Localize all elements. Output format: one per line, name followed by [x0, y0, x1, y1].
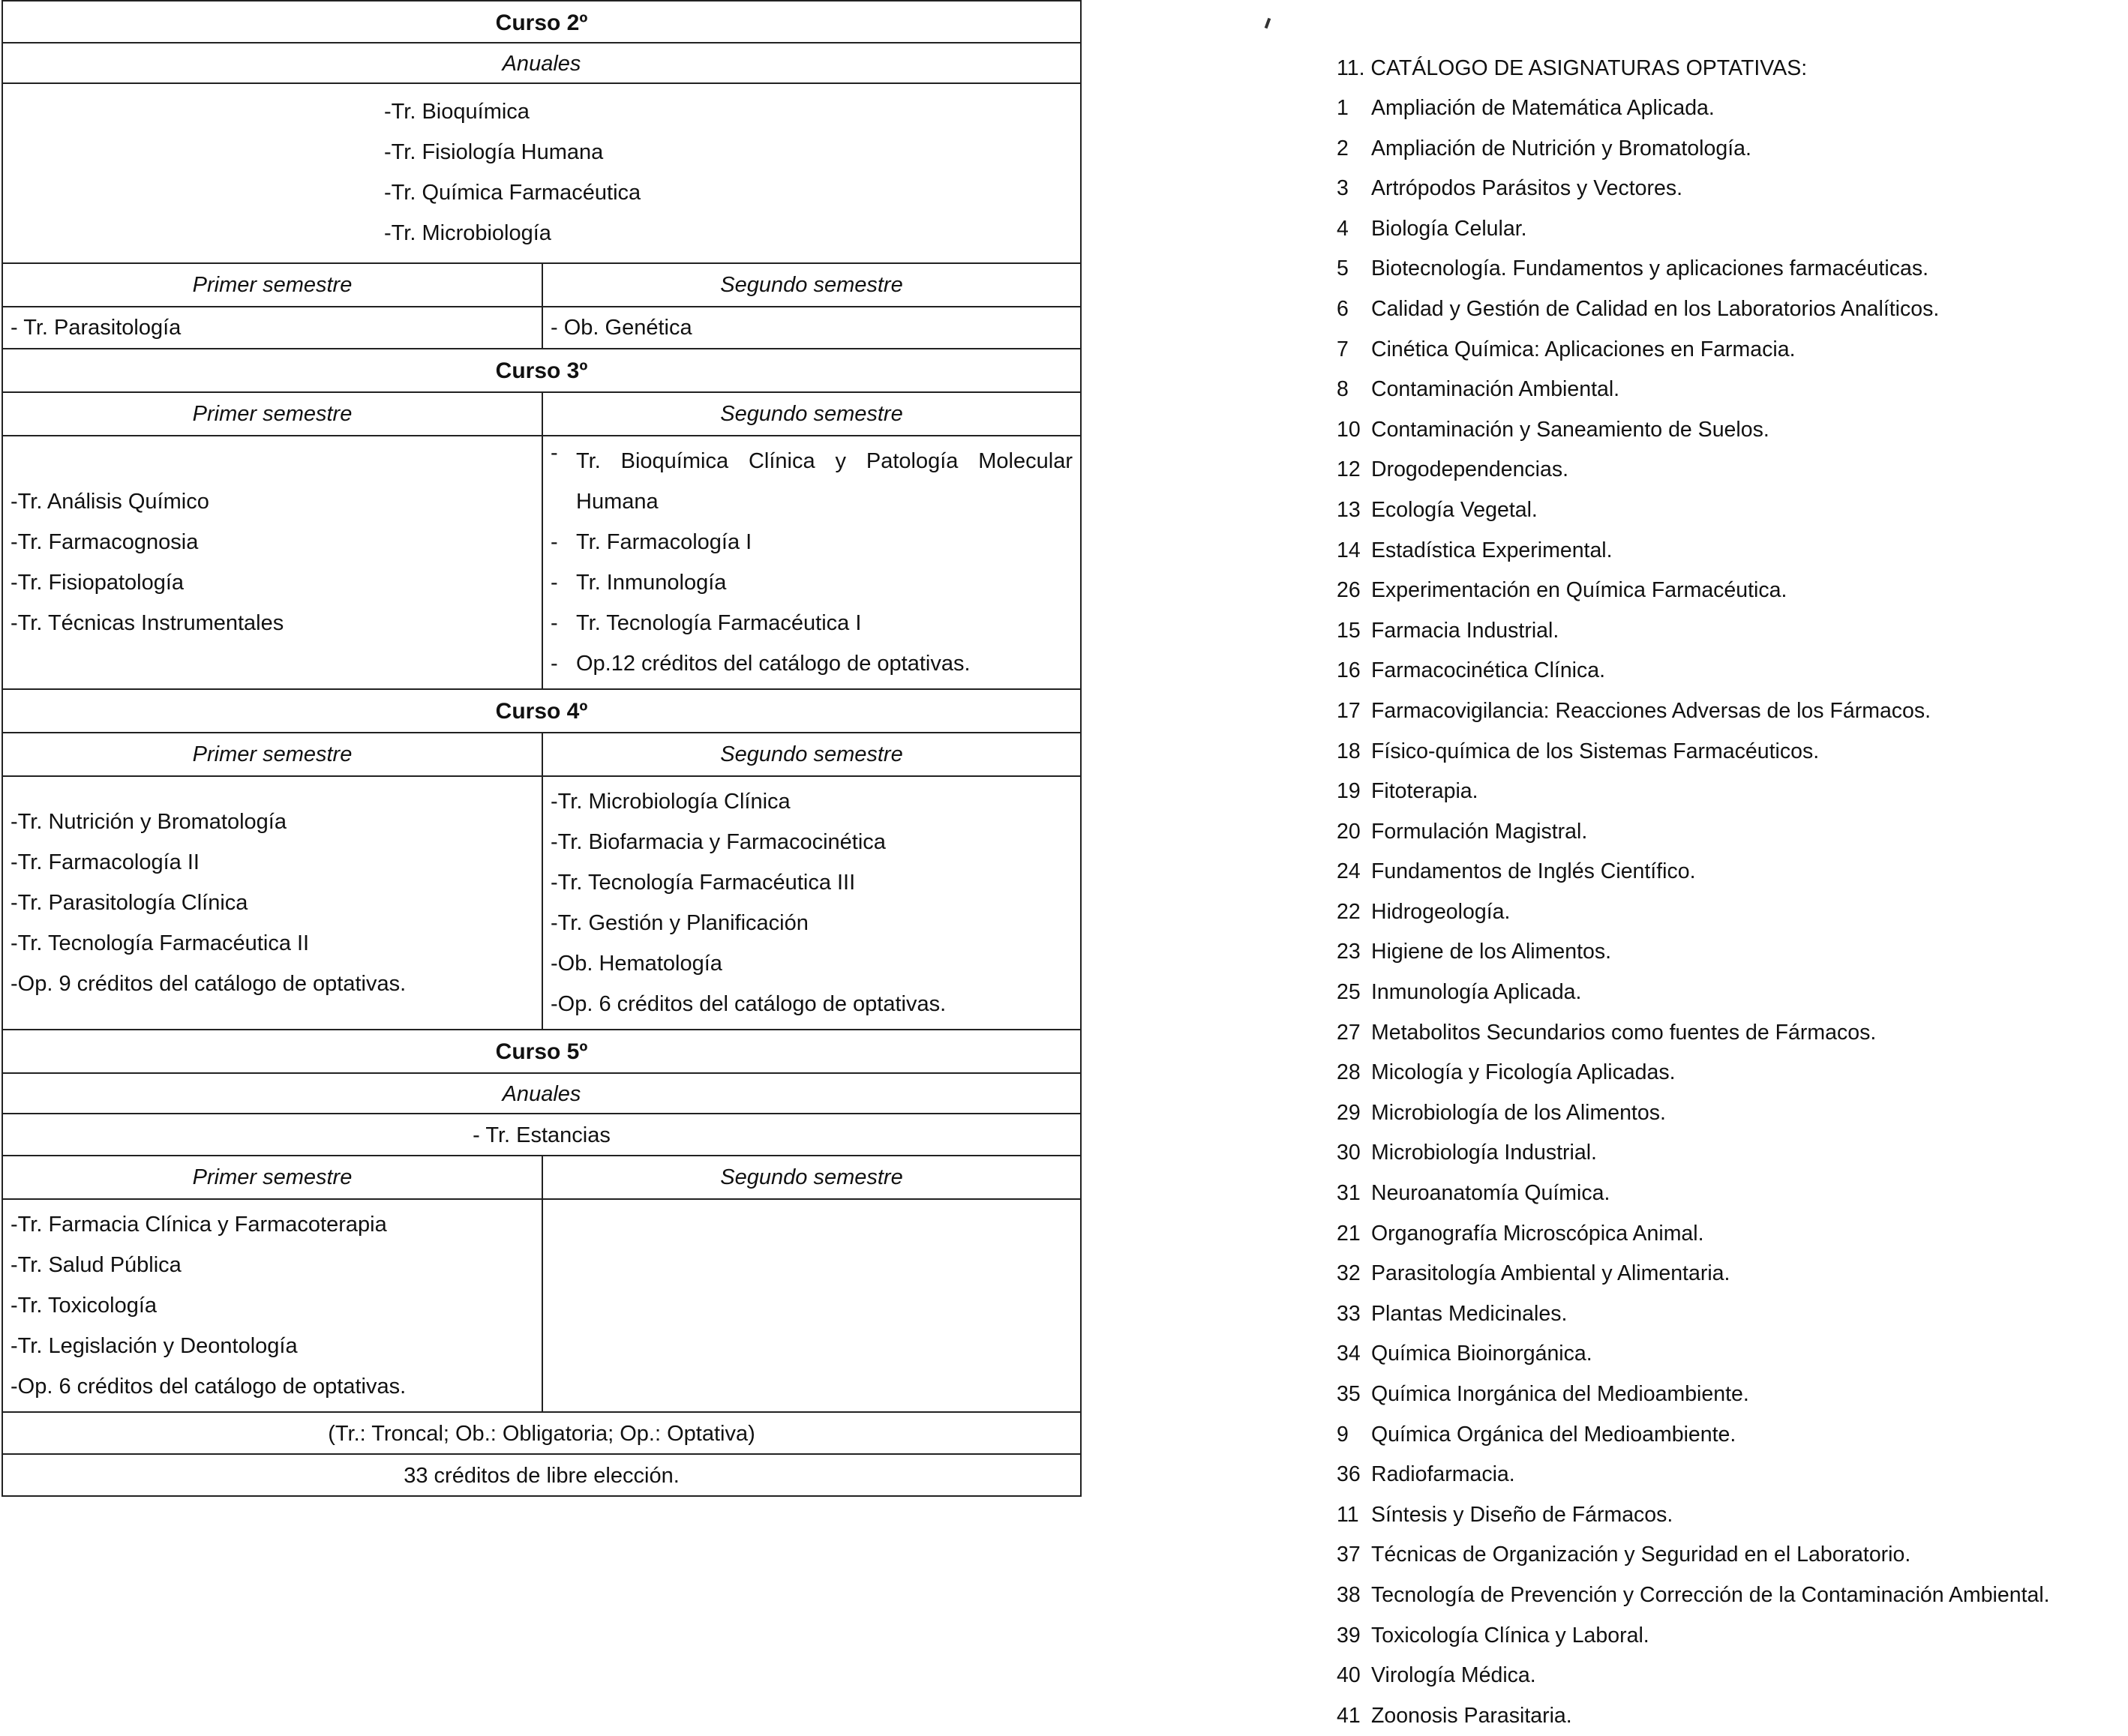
list-item — [1337, 169, 2050, 209]
item-number: 18 — [1337, 739, 1361, 763]
item-name: Zoonosis Parasitaria. — [1371, 1703, 1572, 1728]
list-item — [1337, 1375, 2050, 1415]
item-name: Ampliación de Nutrición y Bromatología. — [1371, 136, 1751, 160]
list-item: - Tr. Inmunología — [551, 571, 727, 595]
item-number: 22 — [1337, 899, 1361, 924]
curso2-anuales-label: Anuales — [2, 43, 1082, 84]
item-name: Química Orgánica del Medioambiente. — [1371, 1422, 1736, 1447]
list-item: -Tr. Farmacia Clínica y Farmacoterapia — [11, 1213, 387, 1237]
curso5-semester-subjects — [2, 1200, 1082, 1413]
item-name: Tecnología de Prevención y Corrección de la Contaminación Ambiental. — [1371, 1582, 2050, 1607]
item-name: Hidrogeología. — [1371, 899, 1511, 924]
list-item — [1337, 1455, 2050, 1495]
item-number: 11 — [1337, 1502, 1359, 1527]
item-name: Experimentación en Química Farmacéutica. — [1371, 578, 1787, 603]
curso3-segundo-list — [543, 436, 1080, 688]
item-number: 37 — [1337, 1543, 1361, 1567]
list-item: - Tr. Farmacología I — [551, 530, 752, 554]
list-item: -Tr. Farmacología II — [11, 850, 200, 874]
primer-semestre-label: Primer semestre — [3, 1156, 543, 1198]
list-item — [1337, 852, 2050, 892]
item-number: 7 — [1337, 337, 1349, 361]
curso3-primer-list — [3, 436, 543, 688]
study-plan-table — [2, 0, 1082, 1497]
item-name: Química Bioinorgánica. — [1371, 1342, 1592, 1366]
item-name: Neuroanatomía Química. — [1371, 1181, 1610, 1206]
list-item: -Op. 6 créditos del catálogo de optativas. — [11, 1375, 407, 1399]
item-name: Artrópodos Parásitos y Vectores. — [1371, 176, 1683, 201]
list-item — [1337, 1254, 2050, 1294]
list-item — [1337, 1576, 2050, 1616]
list-item: -Tr. Gestión y Planificación — [551, 911, 809, 935]
list-item — [1337, 88, 2050, 129]
segundo-semestre-label: Segundo semestre — [720, 1165, 903, 1189]
curso4-primer-list — [3, 777, 543, 1029]
item-name: Inmunología Aplicada. — [1371, 980, 1582, 1005]
item-number: 29 — [1337, 1100, 1361, 1125]
item-number: 3 — [1337, 176, 1349, 201]
list-item — [1337, 330, 2050, 370]
curso4-semester-subjects — [2, 777, 1082, 1030]
list-item: -Tr. Biofarmacia y Farmacocinética — [551, 830, 886, 854]
item-number: 17 — [1337, 698, 1361, 723]
legend: (Tr.: Troncal; Ob.: Obligatoria; Op.: Optativa) — [2, 1413, 1082, 1455]
segundo-semestre-label: Segundo semestre — [720, 402, 903, 426]
item-number: 27 — [1337, 1020, 1361, 1045]
curso5-anual-subject: - Tr. Estancias — [2, 1114, 1082, 1156]
list-item: -Tr. Nutrición y Bromatología — [11, 810, 287, 834]
list-item — [1337, 289, 2050, 330]
list-item: -Tr. Química Farmacéutica — [384, 181, 641, 205]
curso5-title: Curso 5º — [2, 1030, 1082, 1074]
item-number: 6 — [1337, 296, 1349, 321]
item-name: Biotecnología. Fundamentos y aplicaciones farmacéuticas. — [1371, 256, 1928, 281]
item-name: Plantas Medicinales. — [1371, 1301, 1568, 1326]
segundo-semestre-label: Segundo semestre — [720, 273, 903, 297]
item-name: Organografía Microscópica Animal. — [1371, 1221, 1704, 1246]
list-item: - Op.12 créditos del catálogo de optativas. — [551, 652, 971, 676]
list-item — [1337, 973, 2050, 1013]
list-item — [1337, 450, 2050, 490]
item-number: 26 — [1337, 578, 1361, 603]
curso2-semester-subjects — [2, 307, 1082, 349]
item-name: Parasitología Ambiental y Alimentaria. — [1371, 1261, 1730, 1286]
list-item: -Tr. Salud Pública — [11, 1253, 182, 1277]
list-item — [1337, 1053, 2050, 1093]
item-number: 15 — [1337, 618, 1361, 643]
item-name: Metabolitos Secundarios como fuentes de Fármacos. — [1371, 1020, 1877, 1045]
item-number: 16 — [1337, 658, 1361, 683]
item-name: Higiene de los Alimentos. — [1371, 940, 1612, 964]
list-item — [1337, 1656, 2050, 1696]
item-name: Toxicología Clínica y Laboral. — [1371, 1623, 1649, 1648]
item-name: Contaminación y Saneamiento de Suelos. — [1371, 417, 1769, 442]
item-number: 36 — [1337, 1462, 1361, 1487]
item-number: 35 — [1337, 1382, 1361, 1406]
curso2-semester-headers — [2, 264, 1082, 307]
item-name: Farmacia Industrial. — [1371, 618, 1559, 643]
curso3-semester-headers — [2, 393, 1082, 436]
curso2-title: Curso 2º — [2, 0, 1082, 43]
item-number: 24 — [1337, 859, 1361, 884]
curso5-segundo-empty — [543, 1200, 1080, 1411]
list-item — [1337, 1495, 2050, 1536]
list-item: -Tr. Análisis Químico — [11, 490, 209, 514]
item-number: 30 — [1337, 1141, 1361, 1165]
optional-subjects-catalog — [1337, 48, 2050, 1736]
list-item: -Tr. Bioquímica — [384, 100, 530, 124]
list-item: -Tr. Técnicas Instrumentales — [11, 611, 284, 635]
item-name: Físico-química de los Sistemas Farmacéuticos. — [1371, 739, 1820, 763]
item-name: Fitoterapia. — [1371, 779, 1478, 804]
item-number: 31 — [1337, 1181, 1361, 1206]
item-number: 40 — [1337, 1663, 1361, 1688]
item-name: Síntesis y Diseño de Fármacos. — [1371, 1502, 1673, 1527]
item-number: 8 — [1337, 377, 1349, 402]
item-name: Ampliación de Matemática Aplicada. — [1371, 96, 1715, 120]
catalog-list — [1337, 88, 2050, 1736]
item-name: Contaminación Ambiental. — [1371, 377, 1620, 402]
item-name: Técnicas de Organización y Seguridad en el Laboratorio. — [1371, 1543, 1911, 1567]
curso2-anuales-list — [2, 84, 1082, 264]
item-number: 34 — [1337, 1342, 1361, 1366]
list-item — [1337, 892, 2050, 933]
list-item — [1337, 129, 2050, 169]
list-item — [1337, 611, 2050, 652]
list-item — [1337, 1133, 2050, 1174]
list-item: - Ob. Genética — [551, 316, 692, 340]
primer-semestre-label: Primer semestre — [3, 264, 543, 306]
primer-semestre-label: Primer semestre — [3, 733, 543, 775]
curso5-primer-list — [3, 1200, 543, 1411]
item-number: 13 — [1337, 497, 1361, 522]
item-number: 10 — [1337, 417, 1361, 442]
list-item — [1337, 531, 2050, 571]
list-item — [1337, 812, 2050, 853]
curso3-title: Curso 3º — [2, 349, 1082, 393]
item-number: 4 — [1337, 216, 1349, 241]
curso5-anuales-label: Anuales — [2, 1074, 1082, 1114]
item-name: Microbiología Industrial. — [1371, 1141, 1597, 1165]
catalog-title: 11. CATÁLOGO DE ASIGNATURAS OPTATIVAS: — [1337, 56, 1808, 80]
item-number: 39 — [1337, 1623, 1361, 1648]
item-number: 33 — [1337, 1301, 1361, 1326]
item-number: 21 — [1337, 1221, 1361, 1246]
list-item: -Tr. Toxicología — [11, 1294, 158, 1318]
list-item: -Tr. Microbiología Clínica — [551, 790, 791, 814]
libre-eleccion: 33 créditos de libre elección. — [2, 1455, 1082, 1497]
list-item — [1337, 1013, 2050, 1054]
list-item: -Op. 9 créditos del catálogo de optativas. — [11, 972, 407, 996]
list-item — [1337, 571, 2050, 611]
list-item — [1337, 370, 2050, 410]
scan-mark — [1265, 18, 1271, 29]
list-item: -Tr. Tecnología Farmacéutica III — [551, 871, 856, 895]
list-item: -Tr. Fisiopatología — [11, 571, 185, 595]
item-name: Radiofarmacia. — [1371, 1462, 1515, 1487]
item-number: 38 — [1337, 1582, 1361, 1607]
list-item — [1337, 1696, 2050, 1736]
primer-semestre-label: Primer semestre — [3, 393, 543, 435]
list-item: - Tr. Parasitología — [3, 307, 543, 348]
item-name: Farmacovigilancia: Reacciones Adversas de los Fármacos. — [1371, 698, 1931, 723]
list-item — [1337, 1174, 2050, 1214]
curso4-segundo-list — [543, 777, 1080, 1029]
item-number: 1 — [1337, 96, 1349, 120]
list-item — [1337, 1535, 2050, 1576]
list-item: -Tr. Fisiología Humana — [384, 140, 604, 164]
item-name: Biología Celular. — [1371, 216, 1527, 241]
list-item — [1337, 1415, 2050, 1456]
list-item: -Tr. Parasitología Clínica — [11, 891, 248, 915]
item-name: Drogodependencias. — [1371, 457, 1569, 482]
item-name: Estadística Experimental. — [1371, 538, 1613, 562]
item-name: Virología Médica. — [1371, 1663, 1536, 1688]
segundo-semestre-label: Segundo semestre — [720, 742, 903, 766]
list-item — [1337, 1334, 2050, 1375]
item-name: Fundamentos de Inglés Científico. — [1371, 859, 1696, 884]
item-name: Micología y Ficología Aplicadas. — [1371, 1060, 1676, 1085]
curso4-semester-headers — [2, 733, 1082, 777]
curso3-semester-subjects — [2, 436, 1082, 690]
list-item: -Ob. Hematología — [551, 952, 722, 976]
curso5-semester-headers — [2, 1156, 1082, 1200]
list-item — [1337, 651, 2050, 691]
list-item — [1337, 1616, 2050, 1657]
item-number: 12 — [1337, 457, 1361, 482]
item-number: 9 — [1337, 1422, 1349, 1447]
item-number: 5 — [1337, 256, 1349, 281]
list-item — [1337, 209, 2050, 250]
list-item: -Op. 6 créditos del catálogo de optativas. — [551, 992, 947, 1016]
item-number: 28 — [1337, 1060, 1361, 1085]
item-name: Calidad y Gestión de Calidad en los Laboratorios Analíticos. — [1371, 296, 1940, 321]
list-item — [1337, 249, 2050, 289]
item-number: 2 — [1337, 136, 1349, 160]
item-name: Ecología Vegetal. — [1371, 497, 1538, 522]
item-number: 32 — [1337, 1261, 1361, 1286]
item-number: 20 — [1337, 819, 1361, 844]
list-item: -Tr. Farmacognosia — [11, 530, 199, 554]
curso4-title: Curso 4º — [2, 690, 1082, 733]
item-number: 41 — [1337, 1703, 1361, 1728]
item-number: 19 — [1337, 779, 1361, 804]
list-item — [1337, 691, 2050, 732]
item-name: Cinética Química: Aplicaciones en Farmacia. — [1371, 337, 1796, 361]
list-item — [1337, 1214, 2050, 1255]
item-name: Microbiología de los Alimentos. — [1371, 1100, 1666, 1125]
list-item: - Tr. Tecnología Farmacéutica I — [551, 611, 862, 635]
list-item: -Tr. Tecnología Farmacéutica II — [11, 931, 310, 955]
list-item — [1337, 410, 2050, 451]
item-name: Química Inorgánica del Medioambiente. — [1371, 1382, 1749, 1406]
item-name: Formulación Magistral. — [1371, 819, 1588, 844]
item-number: 23 — [1337, 940, 1361, 964]
list-item: -Tr. Microbiología — [384, 221, 551, 245]
list-item — [1337, 932, 2050, 973]
list-item: - Tr. Bioquímica Clínica y Patología Molecular Humana — [551, 441, 1073, 514]
item-number: 14 — [1337, 538, 1361, 562]
item-name: Farmacocinética Clínica. — [1371, 658, 1606, 683]
list-item — [1337, 490, 2050, 531]
list-item — [1337, 772, 2050, 812]
list-item — [1337, 732, 2050, 772]
list-item — [1337, 1294, 2050, 1335]
item-number: 25 — [1337, 980, 1361, 1005]
list-item: -Tr. Legislación y Deontología — [11, 1334, 298, 1358]
list-item — [1337, 1093, 2050, 1134]
